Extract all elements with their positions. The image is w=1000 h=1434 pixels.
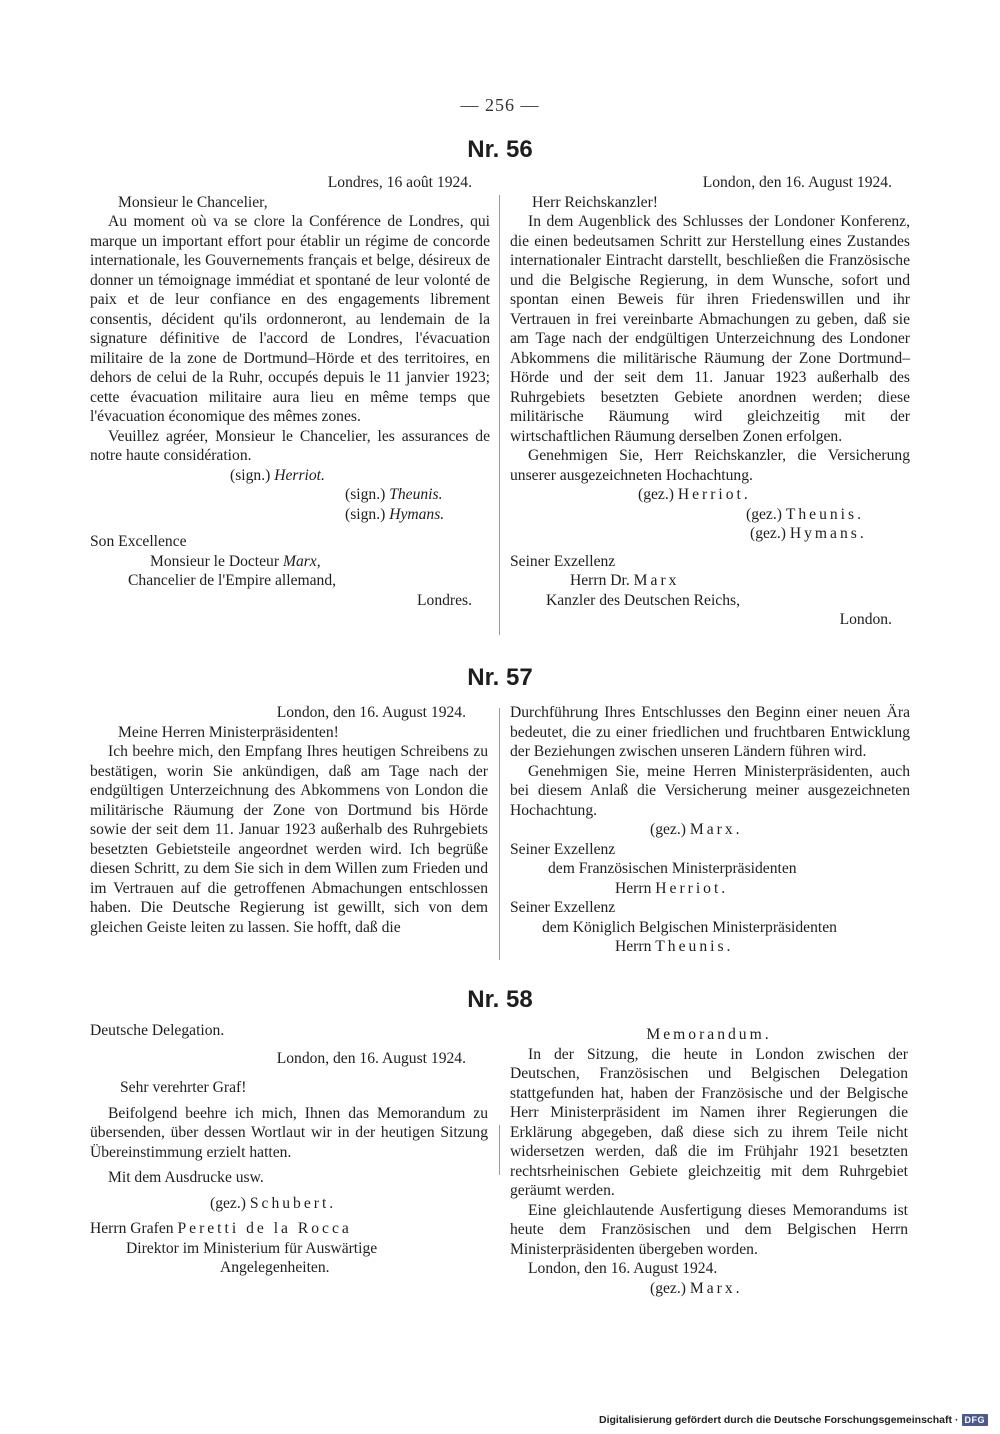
address-b-line-3: Herrn Theunis.: [615, 938, 734, 955]
digitization-credit: Digitalisierung gefördert durch die Deutsche Forschungsgemeinschaft · DFG: [599, 1414, 988, 1426]
letter-body: Ich beehre mich, den Empfang Ihres heutigen Schreibens zu bestätigen, worin Sie ankündigen, daß am Tage nach der endgültigen Unterzeichnung des Abkommens von London die militärische Räumung der Zone von Dortmund bis Hörde sowie der seit dem 11. Januar 1923 außerhalb des Ruhrgebiets besetzten Gebietsteile angeordnet werden wird. Ich begrüße diesen Schritt, zu dem Sie sich in dem Willen zum Frieden und im Vertrauen auf die getroffenen Abmachungen entschlossen haben. Die Deutsche Regierung ist gewillt, sich von dem gleichen Geiste leiten zu lassen. Sie hofft, daß die: [90, 743, 488, 936]
address-a-line-1: Seiner Exzellenz: [510, 840, 616, 858]
letter-58-left: [90, 1021, 488, 1278]
address-line-3: Chancelier de l'Empire allemand,: [128, 572, 337, 589]
memorandum-body-1: In der Sitzung, die heute in London zwischen der Deutschen, Französischen und Belgischen Delegation stattgefunden hat, haben der Französische und der Belgische Herr Ministerpräsident im Namen ihrer Regierungen die Erklärung abgegeben, daß diese sich zu ihrem Teile nicht widersetzen werden, daß die im Frühjahr 1921 besetzten rechtsrheinischen Gebiete gleichzeitig mit dem Ruhrgebiet geräumt werden.: [510, 1045, 908, 1199]
letter-salutation: Herr Reichskanzler!: [532, 193, 658, 211]
letter-closing: Veuillez agréer, Monsieur le Chancelier, les assurances de notre haute considération.: [90, 427, 490, 464]
address-line-4: Londres.: [417, 591, 472, 609]
memorandum-date: London, den 16. August 1924.: [528, 1260, 718, 1277]
memorandum-58: [510, 1025, 908, 1298]
memorandum-title: Memorandum.: [646, 1026, 772, 1043]
address-a-line-2: dem Französischen Ministerpräsidenten: [548, 860, 797, 877]
signature-theunis: (gez.) Theunis.: [746, 505, 864, 523]
letter-closing: Genehmigen Sie, meine Herren Ministerpräsidenten, auch bei diesem Anlaß die Versicherung meiner ausgezeichneten Hochachtung.: [510, 762, 910, 819]
signature-hymans: (gez.) Hymans.: [750, 525, 867, 542]
signature-marx: (gez.) Marx.: [650, 1279, 743, 1297]
letter-body: In dem Augenblick des Schlusses der Londoner Konferenz, die einen bedeutsamen Schritt zur Herstellung eines Zustandes internationaler Eintracht darstellt, beschließen die Französische und die Belgische Regierung, in dem Wunsche, sofort und spontan einen Beweis für ihren Friedenswillen und ihr Vertrauen in frei vereinbarte Abmachungen zu geben, daß sie am Tage nach der endgültigen Unterzeichnung des Londoner Abkommens die militärische Räumung der Zone Dortmund–Hörde und der seit dem 11. Januar 1923 außerhalb des Ruhrgebiets besetzten Gebiete anordnen werden; diese militärische Räumung wird gleichzeitig mit der wirtschaftlichen Räumung derselben Zonen erfolgen.: [510, 213, 910, 445]
signature-hymans: (sign.) Hymans.: [345, 505, 445, 523]
address-b-line-2: dem Königlich Belgischen Ministerpräsidenten: [542, 918, 837, 936]
signature-theunis: (sign.) Theunis.: [345, 486, 443, 503]
letter-date: Londres, 16 août 1924.: [327, 174, 472, 191]
letter-57-right: [510, 703, 910, 957]
letter-date: London, den 16. August 1924.: [276, 704, 466, 721]
address-a-line-3: Herrn Herriot.: [615, 879, 729, 897]
letter-56-french: [90, 173, 490, 610]
address-b-line-1: Seiner Exzellenz: [510, 899, 616, 916]
heading-nr-57: Nr. 57: [467, 664, 533, 691]
address-line-2: Monsieur le Docteur Marx,: [150, 552, 321, 570]
letter-salutation: Sehr verehrter Graf!: [120, 1079, 247, 1096]
letter-57-left: [90, 703, 488, 937]
heading-nr-56: Nr. 56: [467, 136, 533, 163]
dfg-logo: DFG: [962, 1414, 989, 1426]
address-line-1: Son Excellence: [90, 533, 187, 550]
letter-closing: Mit dem Ausdrucke usw.: [108, 1169, 264, 1186]
letter-body: Beifolgend beehre ich mich, Ihnen das Memorandum zu übersenden, über dessen Wortlaut wir in der heutigen Sitzung Übereinstimmung erzielt hatten.: [90, 1104, 488, 1161]
letter-salutation: Meine Herren Ministerpräsidenten!: [118, 723, 339, 741]
heading-nr-58: Nr. 58: [467, 986, 533, 1013]
letter-body-continued: Durchführung Ihres Entschlusses den Beginn einer neuen Ära bedeutet, die zu einer friedlichen und fruchtbaren Entwicklung der Beziehungen zwischen unseren Ländern führen wird.: [510, 704, 910, 760]
address-line-3: Angelegenheiten.: [220, 1259, 330, 1276]
memorandum-body-2: Eine gleichlautende Ausfertigung dieses Memorandums ist heute dem Französischen und dem Belgischen Herrn Ministerpräsidenten übergeben worden.: [510, 1201, 908, 1258]
letter-date: London, den 16. August 1924.: [276, 1049, 466, 1067]
address-line-1: Herrn Grafen Peretti de la Rocca: [90, 1220, 352, 1237]
address-line-4: London.: [839, 611, 892, 628]
address-line-2: Direktor im Ministerium für Auswärtige: [126, 1239, 378, 1257]
address-line-2: Herrn Dr. Marx: [570, 572, 680, 589]
column-divider: [499, 195, 500, 635]
page-number: — 256 —: [460, 95, 540, 115]
signature-schubert: (gez.) Schubert.: [210, 1194, 337, 1212]
letter-closing: Genehmigen Sie, Herr Reichskanzler, die Versicherung unserer ausgezeichneten Hochachtung.: [510, 447, 910, 484]
letter-salutation: Monsieur le Chancelier,: [118, 193, 268, 211]
letter-56-german: [510, 173, 910, 630]
letter-body: Au moment où va se clore la Conférence de Londres, qui marque un important effort pour établir un régime de concorde internationale, les Gouvernements français et belge, désireux de donner un témoignage immédiat et spontané de leur volonté de paix et de leur confiance en des engagements librement consentis, décident qu'ils ordonneront, au lendemain de la signature définitive de l'accord de Londres, l'évacuation militaire de la zone de Dortmund–Hörde et des territoires, en dehors de celui de la Ruhr, occupés depuis le 11 janvier 1923; cette évacuation militaire aura lieu en même temps que l'évacuation économique des mêmes zones.: [90, 213, 490, 425]
column-divider: [499, 1125, 500, 1175]
signature-herriot: (gez.) Herriot.: [638, 486, 751, 503]
column-divider: [499, 708, 500, 960]
footer-text: Digitalisierung gefördert durch die Deutsche Forschungsgemeinschaft: [599, 1414, 952, 1426]
address-line-3: Kanzler des Deutschen Reichs,: [546, 591, 740, 609]
letter-date: London, den 16. August 1924.: [702, 174, 892, 191]
letter-sender: Deutsche Delegation.: [90, 1022, 225, 1039]
address-line-1: Seiner Exzellenz: [510, 552, 616, 570]
signature-herriot: (sign.) Herriot.: [230, 466, 325, 484]
signature-marx: (gez.) Marx.: [650, 821, 743, 838]
